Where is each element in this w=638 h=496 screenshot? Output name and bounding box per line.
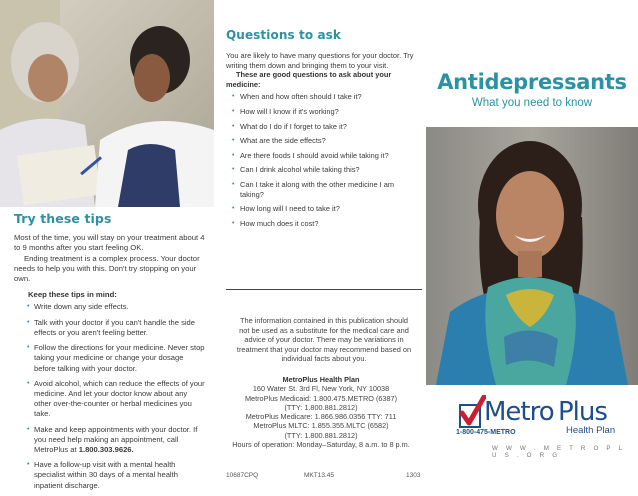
tips-subhead: Keep these tips in mind: <box>28 290 117 300</box>
tips-intro-1: Most of the time, you will stay on your treatment about 4 to 9 months after you start feeling OK. <box>14 233 205 253</box>
bullet-icon: • <box>27 461 30 469</box>
metroplus-logo <box>456 395 634 465</box>
tip-text: Avoid alcohol, which can reduce the effects of your medicine. And let your doctor know about any other over-the-counter or herbal medicines you take. <box>34 378 205 419</box>
bullet-icon: • <box>232 137 235 145</box>
tips-title: Try these tips <box>14 211 112 226</box>
tips-section <box>14 211 206 496</box>
medicare-phone: MetroPlus Medicare: 1.866.986.0356 TTY: 711 <box>245 412 397 422</box>
question-text: How long will I need to take it? <box>240 204 340 214</box>
list-item <box>226 107 414 117</box>
question-text: When and how often should I take it? <box>240 92 362 102</box>
bullet-icon: • <box>27 379 30 387</box>
cover-subtitle: What you need to know <box>471 97 593 109</box>
mltc-phone: MetroPlus MLTC: 1.855.355.MLTC (6582) <box>253 421 389 431</box>
bullet-icon: • <box>232 151 235 159</box>
bullet-icon: • <box>232 166 235 174</box>
question-text: How much does it cost? <box>240 218 319 228</box>
list-item <box>14 343 206 374</box>
tip-text: Follow the directions for your medicine. Never stop taking your medicine or change your dosage before talking with your doctor. <box>34 343 205 373</box>
bullet-icon: • <box>232 219 235 227</box>
cover-panel <box>426 0 638 493</box>
website-url: W W W . M E T R O P L U S . O R G <box>492 445 625 459</box>
bullet-icon: • <box>27 303 30 311</box>
list-item <box>226 180 414 199</box>
bullet-icon: • <box>27 425 30 433</box>
question-text: Can I drink alcohol while taking this? <box>240 165 360 175</box>
address: 160 Water St. 3rd Fl, New York, NY 10038 <box>252 384 390 394</box>
logo-tagline: Health Plan <box>566 425 616 436</box>
list-item <box>226 165 414 175</box>
questions-section <box>226 28 414 233</box>
logo-word-metro: Metro <box>484 397 554 427</box>
list-item <box>14 425 206 456</box>
checkmark-logo-icon <box>456 395 486 431</box>
bullet-icon: • <box>27 344 30 352</box>
footer-code: 10687CPQ <box>226 472 259 479</box>
list-item <box>226 219 414 229</box>
list-item <box>14 318 206 338</box>
footer-code: 1303 <box>406 472 421 479</box>
questions-list <box>226 92 414 228</box>
middle-panel <box>214 0 426 493</box>
list-item <box>226 122 414 132</box>
doctor-patient-photo <box>0 0 214 207</box>
logo-phone: 1-800-475-METRO <box>456 429 516 436</box>
bullet-icon: • <box>27 318 30 326</box>
list-item <box>226 151 414 161</box>
tips-list <box>14 302 206 490</box>
list-item <box>226 92 414 102</box>
tips-intro-2: Ending treatment is a complex process. Your doctor needs to help you with this. Don't try stopping on your own. <box>14 253 200 284</box>
question-text: What are the side effects? <box>240 136 326 146</box>
disclaimer-text: The information contained in this publication should not be used as a substitute for the medical care and advice of your doctor. There may be variations in treatment that your doctor may recommend based on individual facts about you. <box>236 316 412 364</box>
hours-of-operation: Hours of operation: Monday–Saturday, 8 a.m. to 8 p.m. <box>232 440 410 450</box>
mltc-tty: (TTY: 1.800.881.2812) <box>284 430 358 440</box>
medicaid-tty: (TTY: 1.800.881.2812) <box>284 402 358 412</box>
cover-title: Antidepressants <box>437 70 627 94</box>
questions-title: Questions to ask <box>226 28 341 42</box>
questions-intro: You are likely to have many questions for your doctor. Try writing them down and bringing them to your visit. <box>226 51 414 70</box>
tip-text: Talk with your doctor if you can't handle the side effects or you aren't feeling better. <box>34 317 196 337</box>
list-item <box>14 379 206 420</box>
question-text: What do I do if I forget to take it? <box>240 121 347 131</box>
tip-phone-number: 1.800.303.9626. <box>78 444 134 454</box>
list-item <box>14 302 206 312</box>
tip-text: Write down any side effects. <box>34 302 129 312</box>
bullet-icon: • <box>232 107 235 115</box>
bullet-icon: • <box>232 93 235 101</box>
list-item <box>14 460 206 491</box>
contact-block <box>220 375 422 449</box>
question-text: Can I take it along with the other medicine I am taking? <box>240 179 395 199</box>
list-item <box>226 204 414 214</box>
plan-name: MetroPlus Health Plan <box>282 375 360 384</box>
bullet-icon: • <box>232 122 235 130</box>
left-panel <box>0 0 214 493</box>
question-text: Are there foods I should avoid while taking it? <box>240 150 389 160</box>
divider <box>226 289 422 290</box>
tip-text: Make and keep appointments with your doctor. If you need help making an appointment, call MetroPlus at <box>34 424 198 454</box>
smiling-woman-photo <box>426 127 638 385</box>
list-item <box>226 136 414 146</box>
medicaid-phone: MetroPlus Medicaid: 1.800.475.METRO (6387) <box>244 393 398 403</box>
questions-lead: These are good questions to ask about your medicine: <box>226 70 392 89</box>
bullet-icon: • <box>232 205 235 213</box>
logo-word-plus: Plus <box>558 397 607 427</box>
footer-code: MKT13.45 <box>304 472 334 479</box>
question-text: How will I know if it's working? <box>240 106 339 116</box>
bullet-icon: • <box>232 180 235 188</box>
tip-text: Have a follow-up visit with a mental health specialist within 30 days of a mental health inpatient discharge. <box>34 460 178 490</box>
